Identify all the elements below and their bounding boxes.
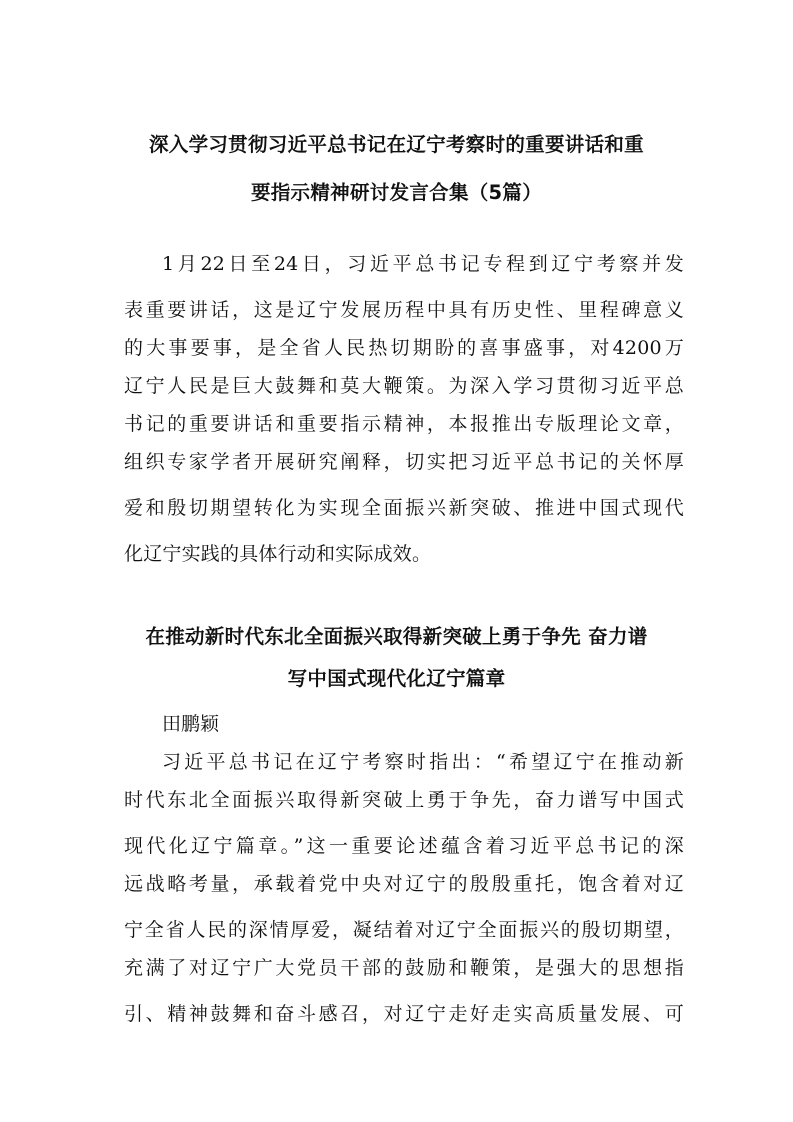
body-paragraph-line: 远战略考量，承载着党中央对辽宁的殷殷重托，饱含着对辽: [124, 873, 684, 895]
intro-paragraph-line: 组织专家学者开展研究阐释，切实把习近平总书记的关怀厚: [124, 451, 684, 473]
intro-paragraph-line: 1月22日至24日，习近平总书记专程到辽宁考察并发: [162, 253, 684, 275]
body-paragraph-line: 习近平总书记在辽宁考察时指出：“希望辽宁在推动新: [162, 751, 684, 773]
intro-paragraph-line: 的大事要事，是全省人民热切期盼的喜事盛事，对4200万: [124, 337, 684, 359]
article-author: 田鹏颖: [162, 713, 220, 735]
intro-paragraph-line: 书记的重要讲话和重要指示精神，本报推出专版理论文章，: [124, 413, 684, 435]
body-paragraph-line: 现代化辽宁篇章。”这一重要论述蕴含着习近平总书记的深: [124, 835, 684, 857]
intro-paragraph-line: 化辽宁实践的具体行动和实际成效。: [124, 543, 432, 565]
body-paragraph-line: 宁全省人民的深情厚爱，凝结着对辽宁全面振兴的殷切期望，: [124, 919, 684, 941]
document-title-line-1: 深入学习贯彻习近平总书记在辽宁考察时的重要讲话和重: [148, 133, 644, 156]
article-title-line-1: 在推动新时代东北全面振兴取得新突破上勇于争先 奋力谱: [145, 625, 648, 648]
intro-paragraph-line: 辽宁人民是巨大鼓舞和莫大鞭策。为深入学习贯彻习近平总: [124, 375, 684, 397]
intro-paragraph-line: 爱和殷切期望转化为实现全面振兴新突破、推进中国式现代: [124, 497, 684, 519]
body-paragraph-line: 引、精神鼓舞和奋斗感召，对辽宁走好走实高质量发展、可: [124, 1003, 684, 1025]
body-paragraph-line: 充满了对辽宁广大党员干部的鼓励和鞭策，是强大的思想指: [124, 957, 684, 979]
article-title-line-2: 写中国式现代化辽宁篇章: [287, 667, 506, 690]
body-paragraph-line: 时代东北全面振兴取得新突破上勇于争先，奋力谱写中国式: [124, 789, 684, 811]
intro-paragraph-line: 表重要讲话，这是辽宁发展历程中具有历史性、里程碑意义: [124, 299, 684, 321]
document-title-line-2: 要指示精神研讨发言合集（5篇）: [250, 181, 543, 204]
